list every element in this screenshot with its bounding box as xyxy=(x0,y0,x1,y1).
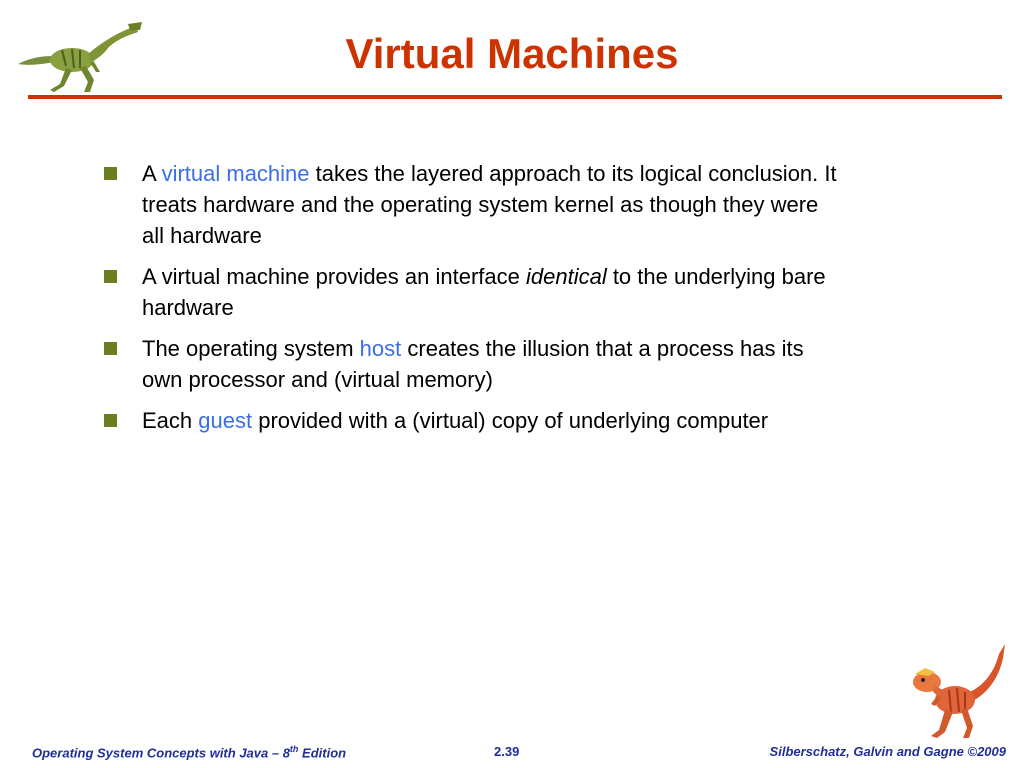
bullet-item xyxy=(104,158,844,251)
footer-superscript: th xyxy=(289,744,299,754)
footer-book-title xyxy=(32,744,346,760)
bullet-text: to the underlying bare hardware xyxy=(142,264,826,320)
footer-book-title-text: Operating System Concepts with Java – 8 xyxy=(32,745,290,761)
bullet-text: A xyxy=(142,161,162,186)
term-virtual-machine: virtual machine xyxy=(161,161,310,186)
footer-edition-text: Edition xyxy=(298,745,347,761)
bullet-item xyxy=(104,333,844,395)
footer-page-number: 2.39 xyxy=(494,744,520,759)
bullet-text: provided with a (virtual) copy of underlying computer xyxy=(252,408,769,433)
square-bullet-icon xyxy=(104,270,117,283)
term-guest: guest xyxy=(198,408,253,433)
bullet-text: The operating system xyxy=(142,336,360,361)
square-bullet-icon xyxy=(104,414,117,427)
term-host: host xyxy=(359,336,402,361)
bullet-text: A virtual machine provides an interface xyxy=(142,264,526,289)
bullet-item xyxy=(104,405,844,436)
dinosaur-mascot-icon xyxy=(905,640,1009,744)
square-bullet-icon xyxy=(104,167,117,180)
bullet-text: takes the layered approach to its logical conclusion. It treats hardware and the operating system kernel as though they were all hardware xyxy=(142,161,837,248)
footer-copyright: Silberschatz, Galvin and Gagne ©2009 xyxy=(769,744,1006,759)
bullet-text: creates the illusion that a process has its own processor and (virtual memory) xyxy=(142,336,804,392)
bullet-list xyxy=(104,158,844,446)
bullet-text: Each xyxy=(142,408,199,433)
square-bullet-icon xyxy=(104,342,117,355)
slide-title: Virtual Machines xyxy=(345,30,679,77)
bullet-item xyxy=(104,261,844,323)
title-underline xyxy=(28,95,1002,99)
emphasis-identical: identical xyxy=(525,264,607,289)
